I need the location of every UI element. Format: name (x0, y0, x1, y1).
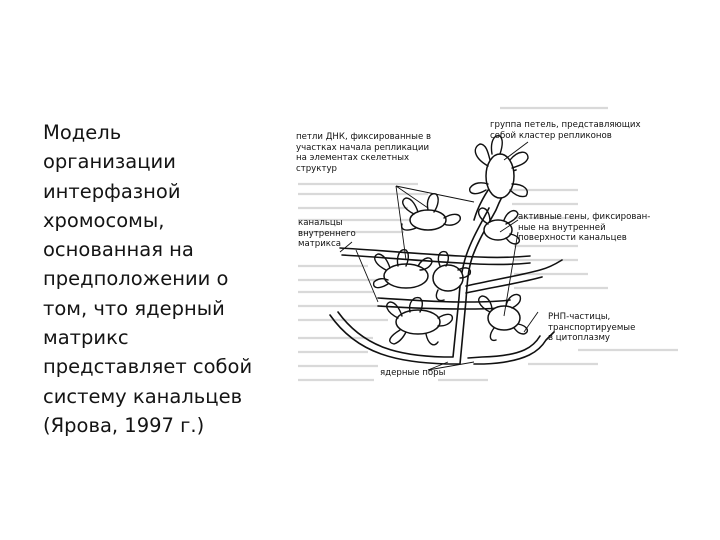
caption-line: хромосомы, (43, 208, 165, 232)
label-active-genes (518, 212, 650, 244)
label-line: петли ДНК, фиксированные в (296, 132, 432, 142)
caption-line: предположении о (43, 267, 229, 291)
loop-cluster-lower (396, 310, 440, 334)
label-line: участках начала репликации (296, 142, 430, 153)
caption-line: основанная на (43, 238, 194, 262)
caption-line: представляет собой (43, 355, 253, 379)
channel-horizontal-upper-inner (342, 255, 530, 265)
label-line: матрикса (298, 239, 341, 249)
label-rnp-particles (548, 312, 635, 344)
label-line: собой кластер репликонов (490, 130, 612, 141)
label-line: РНП-частицы, (548, 312, 611, 322)
label-line: в цитоплазму (548, 333, 611, 343)
label-line: внутреннего (298, 228, 356, 239)
caption-line: систему канальцев (43, 384, 243, 408)
label-inner-channels (298, 218, 356, 250)
loop-cluster-right-lower (488, 306, 520, 330)
label-line: поверхности канальцев (518, 233, 627, 243)
channel-wall-right (474, 332, 554, 364)
loop-cluster-center (433, 265, 463, 291)
label-line: структур (296, 163, 338, 174)
label-loop-group (490, 120, 641, 141)
slide-caption (43, 118, 273, 440)
caption-line: Модель (43, 121, 122, 144)
label-line: транспортируемые (548, 322, 636, 333)
label-line: на элементах скелетных (296, 153, 410, 163)
chromosome-model-figure (278, 80, 698, 410)
channel-branch-right-inner (466, 277, 542, 293)
caption-line: том, что ядерный (43, 296, 225, 320)
label-dna-loops (296, 132, 431, 174)
caption-line: (Ярова, 1997 г.) (43, 413, 205, 437)
label-line: ядерные поры (380, 368, 446, 378)
caption-line: матрикс (43, 326, 129, 350)
label-line: группа петель, представляющих (490, 120, 641, 130)
label-line: канальцы (298, 218, 343, 228)
label-line: ные на внутренней (518, 222, 606, 233)
label-line: активные гены, фиксирован- (518, 212, 651, 222)
label-nuclear-pores (380, 368, 445, 379)
loop-cluster-left-upper (410, 210, 446, 230)
caption-line: организации (43, 150, 176, 174)
caption-line: интерфазной (43, 179, 181, 203)
